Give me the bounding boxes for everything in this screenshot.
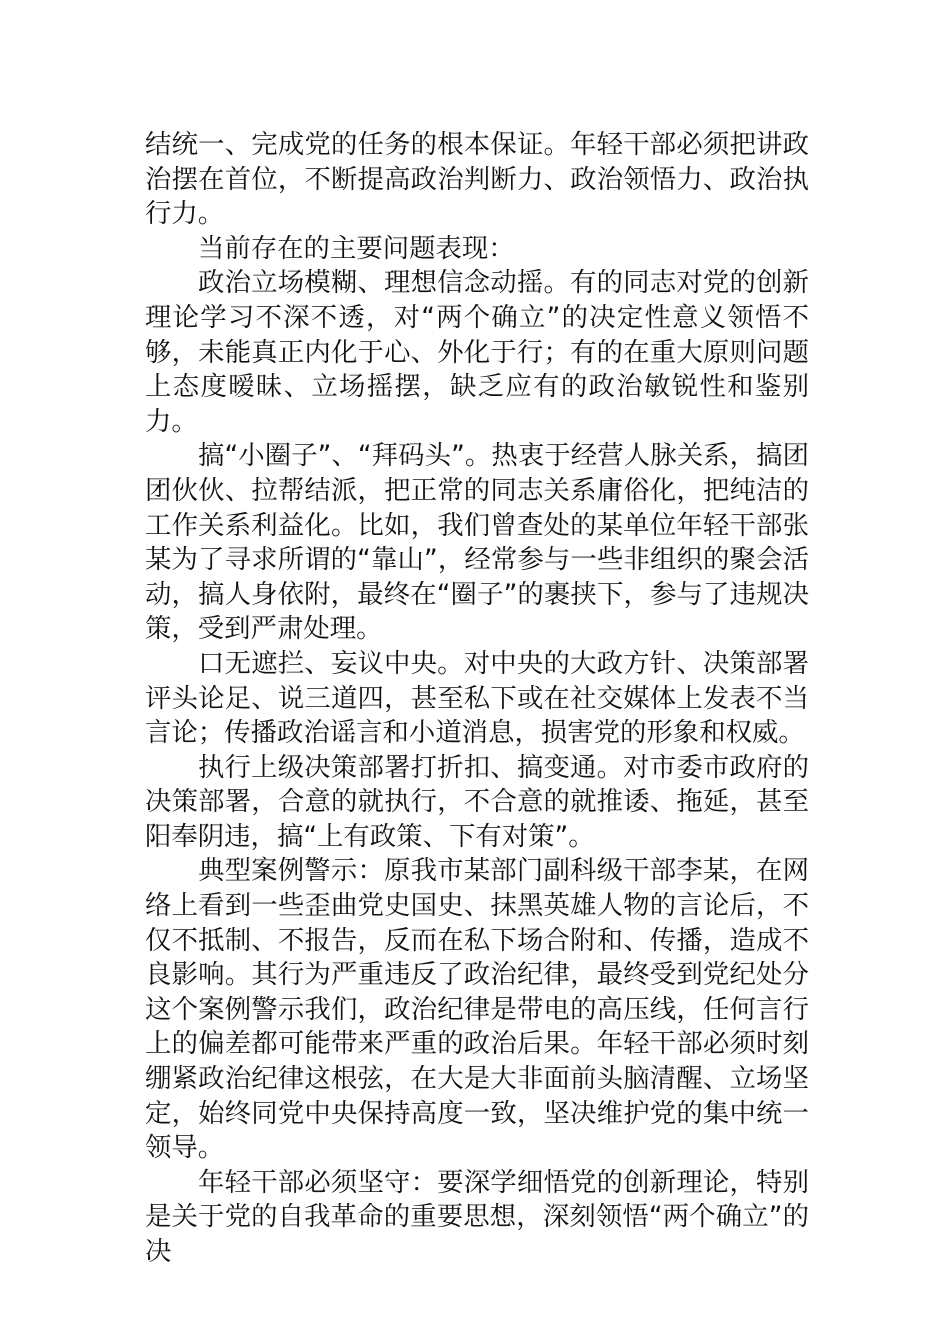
paragraph-political-stance: 政治立场模糊、理想信念动摇。有的同志对党的创新理论学习不深不透，对“两个确立”的决定性意义领悟不够，未能真正内化于心、外化于行；有的在重大原则问题上态度暧昧、立场摇摆，缺乏应有的政治敏锐性和鉴别力。 bbox=[145, 267, 809, 437]
paragraph-problems-intro: 当前存在的主要问题表现： bbox=[198, 232, 515, 264]
document-body bbox=[145, 128, 809, 1270]
paragraph-continuation: 结统一、完成党的任务的根本保证。年轻干部必须把讲政治摆在首位，不断提高政治判断力、政治领悟力、政治执行力。 bbox=[145, 129, 809, 230]
paragraph-small-circles: 搞“小圈子”、“拜码头”。热衷于经营人脉关系，搞团团伙伙、拉帮结派，把正常的同志关系庸俗化，把纯洁的工作关系利益化。比如，我们曾查处的某单位年轻干部张某为了寻求所谓的“靠山”，经常参与一些非组织的聚会活动，搞人身依附，最终在“圈子”的裹挟下，参与了违规决策，受到严肃处理。 bbox=[145, 440, 809, 645]
paragraph-reckless-talk: 口无遮拦、妄议中央。对中央的大政方针、决策部署评头论足、说三道四，甚至私下或在社交媒体上发表不当言论；传播政治谣言和小道消息，损害党的形象和权威。 bbox=[145, 647, 809, 749]
paragraph-case-warning: 典型案例警示：原我市某部门副科级干部李某，在网络上看到一些歪曲党史国史、抹黑英雄人物的言论后，不仅不抵制、不报告，反而在私下场合附和、传播，造成不良影响。其行为严重违反了政治纪律，最终受到党纪处分这个案例警示我们，政治纪律是带电的高压线，任何言行上的偏差都可能带来严重的政治后果。年轻干部必须时刻绷紧政治纪律这根弦，在大是大非面前头脑清醒、立场坚定，始终同党中央保持高度一致，坚决维护党的集中统一领导。 bbox=[145, 855, 809, 1164]
paragraph-execution-discount: 执行上级决策部署打折扣、搞变通。对市委市政府的决策部署，合意的就执行，不合意的就推诿、拖延，甚至阳奉阴违，搞“上有政策、下有对策”。 bbox=[145, 751, 809, 852]
paragraph-must-adhere: 年轻干部必须坚守：要深学细悟党的创新理论，特别是关于党的自我革命的重要思想，深刻领悟“两个确立”的决 bbox=[145, 1166, 809, 1267]
